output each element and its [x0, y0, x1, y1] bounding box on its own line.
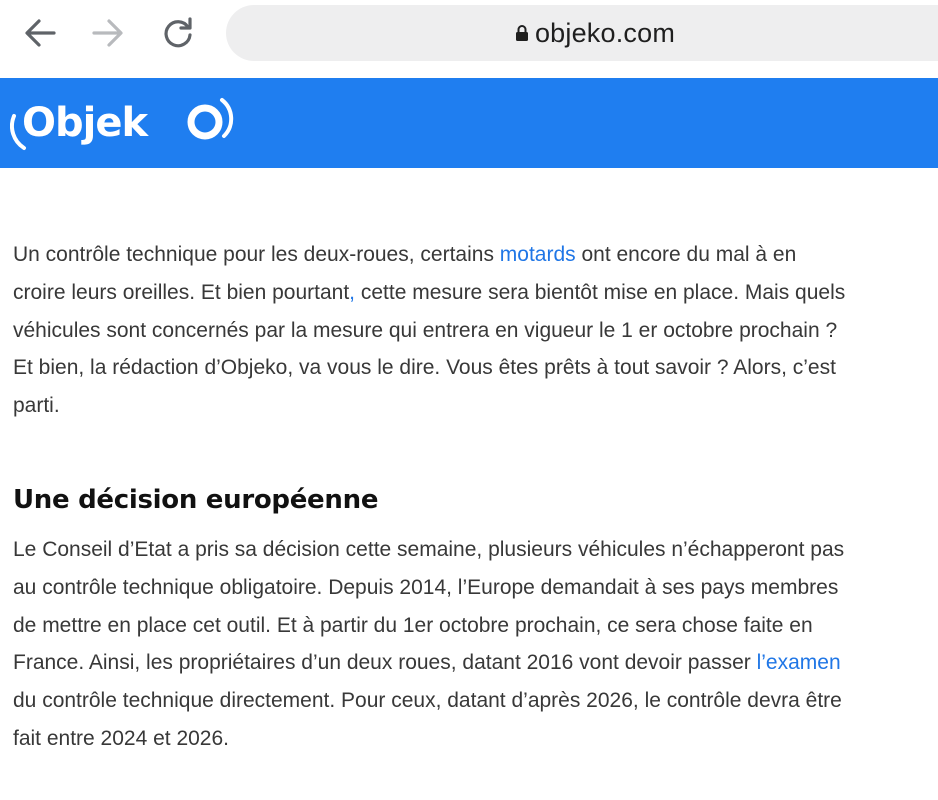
section-heading: Une décision européenne — [13, 484, 379, 515]
arrow-left-icon — [22, 15, 58, 51]
intro-text: ont encore du mal à en croire leurs oreilles. Et bien pourtant — [13, 243, 797, 304]
svg-text:Objek: Objek — [22, 100, 148, 146]
address-bar[interactable] — [226, 5, 938, 61]
forward-button[interactable] — [88, 13, 128, 53]
back-button[interactable] — [20, 13, 60, 53]
reload-icon — [160, 15, 196, 51]
intro-text: Un contrôle technique pour les deux-roues, certains — [13, 243, 500, 266]
body-text: Le Conseil d’Etat a pris sa décision cette semaine, plusieurs véhicules n’échapperont pas au contrôle technique obligatoire. Depuis 2014, l’Europe demandait à ses pays membres de mettre en place cet outil. Et à partir du 1er octobre prochain, ce sera chose faite en France. Ainsi, les propriétaires d’un deux roues, datant 2016 vont devoir passer — [13, 537, 845, 675]
intro-text: cette mesure sera bientôt mise en place. Mais quels véhicules sont concernés par la mesure qui entrera en vigueur le 1 er octobre prochain ? Et bien, la rédaction d’Objeko, va vous le dire. Vous êtes prêts à tout savoir ? Alors, c’est parti. — [13, 280, 846, 418]
arrow-right-icon — [90, 15, 126, 51]
url-text: objeko.com — [534, 17, 676, 48]
examen-link[interactable]: l’examen — [756, 651, 841, 675]
reload-button[interactable] — [158, 13, 198, 53]
motards-link[interactable]: motards — [499, 243, 576, 266]
lock-icon — [515, 24, 529, 42]
article-content — [13, 236, 853, 758]
intro-paragraph — [13, 236, 853, 425]
comma-link[interactable]: , — [349, 280, 356, 304]
site-header — [0, 78, 938, 168]
browser-toolbar — [0, 0, 938, 78]
body-text: du contrôle technique directement. Pour ceux, datant d’après 2026, le contrôle devra être fait entre 2024 et 2026. — [13, 689, 842, 750]
objeko-logo[interactable] — [10, 90, 240, 156]
body-paragraph — [13, 531, 853, 758]
